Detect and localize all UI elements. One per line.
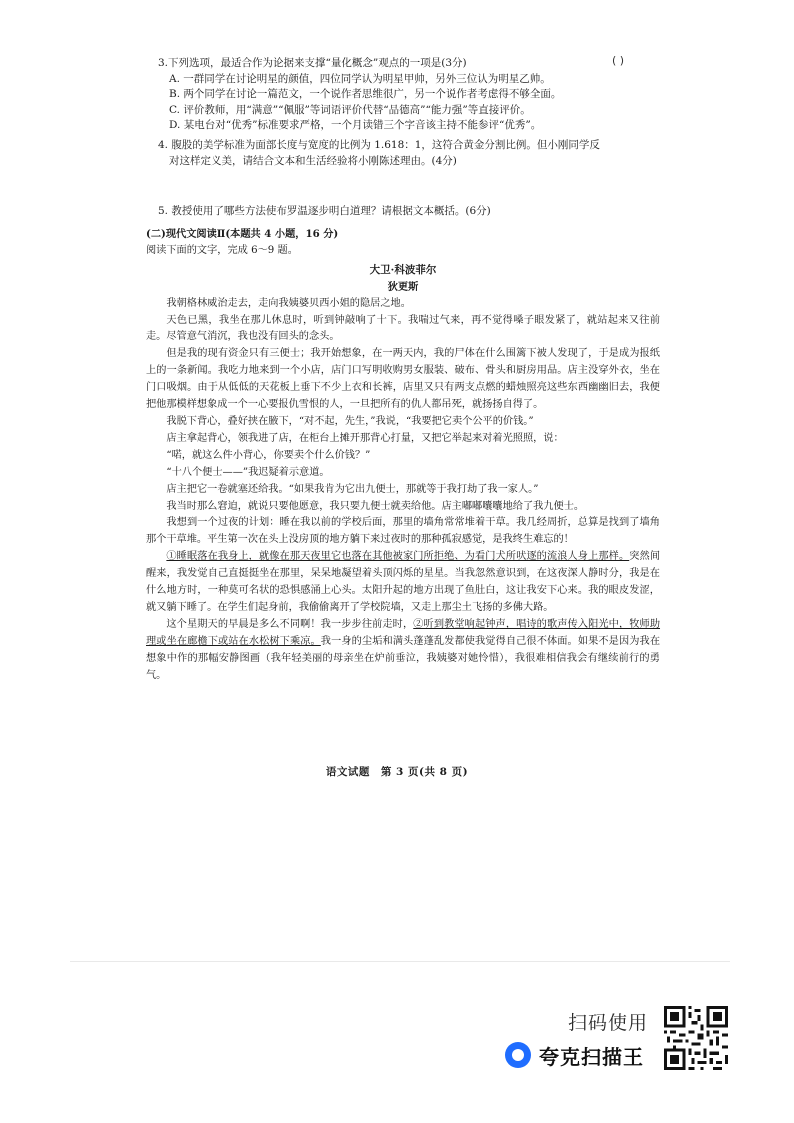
paragraph-text: 这个星期天的早晨是多么不同啊！我一步步往前走时， <box>166 618 414 630</box>
reading-instruction: 阅读下面的文字，完成 6～9 题。 <box>146 244 298 256</box>
paragraph: “十八个便士——”我迟疑着示意道。 <box>166 466 330 478</box>
passage-title: 大卫·科波菲尔 <box>369 263 437 276</box>
question-4-line2: 对这样定义美，请结合文本和生活经验将小刚陈述理由。(4分) <box>169 154 457 167</box>
paragraph: 我朝格林威治走去，走向我姨婆贝西小姐的隐居之地。 <box>166 297 411 309</box>
quark-logo-icon <box>505 1042 531 1068</box>
scan-label: 扫码使用 <box>568 1012 649 1034</box>
page-footer: 语文试题 第 3 页(共 8 页) <box>325 766 469 778</box>
paragraph: “喏，就这么件小背心，你要卖个什么价钱？” <box>166 449 371 461</box>
paragraph <box>146 617 660 685</box>
paragraph: 但是我的现有资金只有三便士；我开始想象，在一两天内，我的尸体在什么围篱下被人发现了，于是成为报纸上的一条新闻。我吃力地来到一个小店，店门口写明收购男女服装、破布、骨头和厨房用品。店主没穿外衣，坐在门口吸烟。由于从低低的天花板上垂下不少上衣和长裤，店里又只有两支点燃的蜡烛照亮这些东西幽幽旧去，我便把他那模样想象成一个一心要报仇雪恨的人，一旦把所有的仇人都吊死，就扬扬自得了。 <box>146 348 660 411</box>
paragraph: 我想到一个过夜的计划：睡在我以前的学校后面，那里的墙角常常堆着干草。我几经周折，总算是找到了墙角那个干草堆。平生第一次在头上没房顶的地方躺下来过夜时的那种孤寂感觉，是我终生难忘的！ <box>146 517 660 546</box>
question-3-stem: 3.下列选项，最适合作为论据来支撑“量化概念”观点的一项是(3分) <box>158 57 467 69</box>
question-3-option-b: B. 两个同学在讨论一篇范文，一个说作者思维很广，另一个说作者考虑得不够全面。 <box>169 88 562 100</box>
paragraph: 我脱下背心，叠好挟在腋下，“对不起，先生，”我说，“我要把它卖个公平的价钱。” <box>166 415 534 427</box>
question-5-stem: 5. 教授使用了哪些方法使布罗温逐步明白道理？请根据文本概括。(6分) <box>158 205 491 217</box>
section-header: (二)现代文阅读Ⅱ(本题共 4 小题，16 分) <box>146 228 339 240</box>
paragraph-text: 我一身的尘垢和满头蓬蓬乱发都使我觉得自己很不体面。如果不是因为我在想象中作的那幅安静图画（我年轻美丽的母亲坐在炉前垂泣，我姨婆对她怜惜），我很难相信我会有继续前行的勇气。 <box>146 635 661 681</box>
qr-code-icon[interactable] <box>664 1006 728 1070</box>
paragraph <box>146 549 660 617</box>
question-5 <box>158 204 658 220</box>
underlined-sentence-2: ②听到教堂响起钟声，唱诗的歌声传入阳光中，牧师助理或坐在廊檐下或站在水松树下乘凉。 <box>146 618 661 647</box>
answer-bracket: ( ) <box>612 54 625 67</box>
paragraph-text: 突然间醒来，我发觉自己直挺挺坐在那里，呆呆地凝望着头顶闪烁的星星。当我忽然意识到，在这夜深人静时分，我是在什么地方时，一种莫可名状的恐惧感涌上心头。太阳升起的地方出现了鱼肚白，这让我安下心来。我的眼皮发涩，就又躺下睡了。在学生们起身前，我偷偷离开了学校院墙，又走上那尘土飞扬的多佛大路。 <box>146 551 661 613</box>
paragraph: 我当时那么窘迫，就说只要他愿意，我只要九便士就卖给他。店主嘟嘟囔囔地给了我九便士。 <box>166 500 585 512</box>
question-4-line1: 4. 腹股的美学标准为面部长度与宽度的比例为 1.618：1，这符合黄金分割比例。但小刚同学反 <box>158 139 600 151</box>
paragraph: 店主把它一卷就塞还给我。“如果我肯为它出九便士，那就等于我打劫了我一家人。” <box>166 483 539 495</box>
paragraph: 天色已黑，我坐在那儿休息时，听到钟敲响了十下。我喘过气来，再不觉得嗓子眼发紧了，就站起来又往前走。尽管意气消沉，我也没有回头的念头。 <box>146 314 660 343</box>
brand-name: 夸克扫描王 <box>539 1044 644 1069</box>
paragraph: 店主拿起背心，领我进了店，在柜台上摊开那背心打量，又把它举起来对着光照照，说： <box>166 432 564 444</box>
brand-watermark <box>505 1039 644 1071</box>
question-3 <box>158 56 658 134</box>
divider <box>70 961 730 962</box>
question-3-option-d: D. 某电台对“优秀”标准要求严格，一个月读错三个字音该主持不能参评“优秀”。 <box>169 119 542 131</box>
passage-author: 狄更斯 <box>387 280 419 293</box>
question-4 <box>158 138 658 169</box>
reading-section <box>146 226 660 684</box>
question-3-option-a: A. 一群同学在讨论明星的颜值，四位同学认为明星甲帅，另外三位认为明星乙帅。 <box>169 72 551 85</box>
underlined-sentence-1: ①睡眠落在我身上，就像在那天夜里它也落在其他被家门所拒绝、为看门犬所吠逐的流浪人身上那样。 <box>166 551 630 563</box>
question-3-option-c: C. 评价教师，用“满意”“佩服”等词语评价代替“品德高”“能力强”等直接评价。 <box>169 103 531 116</box>
